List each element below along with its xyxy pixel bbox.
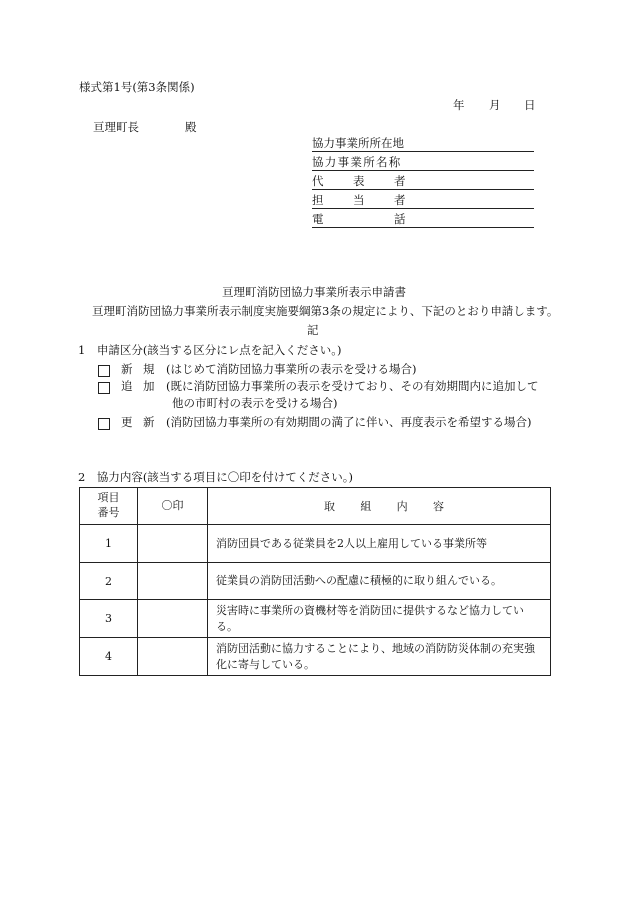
option-new-char-1: 新 <box>121 362 133 376</box>
field-contact-person-char-2: 当 <box>353 192 365 207</box>
checkbox-add[interactable] <box>98 382 110 394</box>
header-item-number <box>80 488 138 525</box>
checkbox-new[interactable] <box>98 365 110 377</box>
row-number: 3 <box>80 600 138 638</box>
table-row <box>80 638 551 676</box>
row-mark-cell[interactable] <box>138 563 208 600</box>
option-add-desc: (既に消防団協力事業所の表示を受けており、その有効期間内に追加して <box>166 379 539 393</box>
header-mark: 〇印 <box>138 488 208 525</box>
option-new-char-2: 規 <box>143 362 155 376</box>
date-month: 月 <box>489 98 501 112</box>
field-company-name[interactable] <box>312 155 534 171</box>
addressee-name: 亘理町長 <box>93 120 139 134</box>
addressee-title: 殿 <box>185 120 197 134</box>
field-phone-char-2: 話 <box>394 211 406 226</box>
table-row <box>80 600 551 638</box>
row-content: 消防団員である従業員を2人以上雇用している事業所等 <box>208 525 551 563</box>
checkbox-renew[interactable] <box>98 418 110 430</box>
field-representative-char-1: 代 <box>312 173 324 188</box>
row-number: 1 <box>80 525 138 563</box>
field-representative[interactable] <box>312 174 534 190</box>
field-representative-char-3: 者 <box>394 173 406 188</box>
row-mark-cell[interactable] <box>138 638 208 676</box>
field-company-name-label: 協力事業所名称 <box>312 154 402 169</box>
option-renew-desc: (消防団協力事業所の有効期間の満了に伴い、再度表示を希望する場合) <box>166 415 532 429</box>
field-address-label: 協力事業所所在地 <box>312 135 404 150</box>
field-representative-char-2: 表 <box>353 173 365 188</box>
option-new-desc: (はじめて消防団協力事業所の表示を受ける場合) <box>166 362 417 376</box>
field-address[interactable] <box>312 136 534 152</box>
field-contact-person-char-3: 者 <box>394 192 406 207</box>
header-content-char-1: 取 <box>324 500 335 513</box>
section2-heading: 2 協力内容(該当する項目に〇印を付けてください。) <box>78 470 354 484</box>
document-title: 亘理町消防団協力事業所表示申請書 <box>222 285 406 299</box>
table-header-row <box>80 488 551 525</box>
field-contact-person-char-1: 担 <box>312 192 324 207</box>
header-item-number-line-2: 番号 <box>97 506 120 519</box>
form-number: 様式第1号(第3条関係) <box>79 80 195 94</box>
option-add-char-2: 加 <box>143 379 155 393</box>
row-mark-cell[interactable] <box>138 525 208 563</box>
ki-label: 記 <box>307 323 319 337</box>
table-row <box>80 525 551 563</box>
header-content <box>208 488 551 525</box>
section1-heading: 1 申請区分(該当する区分にレ点を記入ください。) <box>78 343 342 357</box>
field-phone[interactable] <box>312 212 534 228</box>
date-year: 年 <box>453 98 465 112</box>
option-renew-char-2: 新 <box>143 415 155 429</box>
row-content: 消防団活動に協力することにより、地域の消防防災体制の充実強化に寄与している。 <box>208 638 551 676</box>
option-add-char-1: 追 <box>121 379 133 393</box>
field-phone-char-1: 電 <box>312 211 324 226</box>
date-day: 日 <box>524 98 536 112</box>
row-number: 2 <box>80 563 138 600</box>
option-add-desc-2: 他の市町村の表示を受ける場合) <box>172 396 338 410</box>
row-content: 災害時に事業所の資機材等を消防団に提供するなど協力している。 <box>208 600 551 638</box>
option-renew-char-1: 更 <box>121 415 133 429</box>
row-content: 従業員の消防団活動への配慮に積極的に取り組んでいる。 <box>208 563 551 600</box>
row-mark-cell[interactable] <box>138 600 208 638</box>
row-number: 4 <box>80 638 138 676</box>
intro-text: 亘理町消防団協力事業所表示制度実施要綱第3条の規定により、下記のとおり申請します。 <box>92 304 559 318</box>
header-content-char-4: 容 <box>432 500 444 513</box>
field-contact-person[interactable] <box>312 193 534 209</box>
table-row <box>80 563 551 600</box>
cooperation-table <box>79 487 551 676</box>
header-item-number-line-1: 項目 <box>97 491 120 505</box>
header-content-char-2: 組 <box>360 500 372 513</box>
header-content-char-3: 内 <box>396 500 408 513</box>
